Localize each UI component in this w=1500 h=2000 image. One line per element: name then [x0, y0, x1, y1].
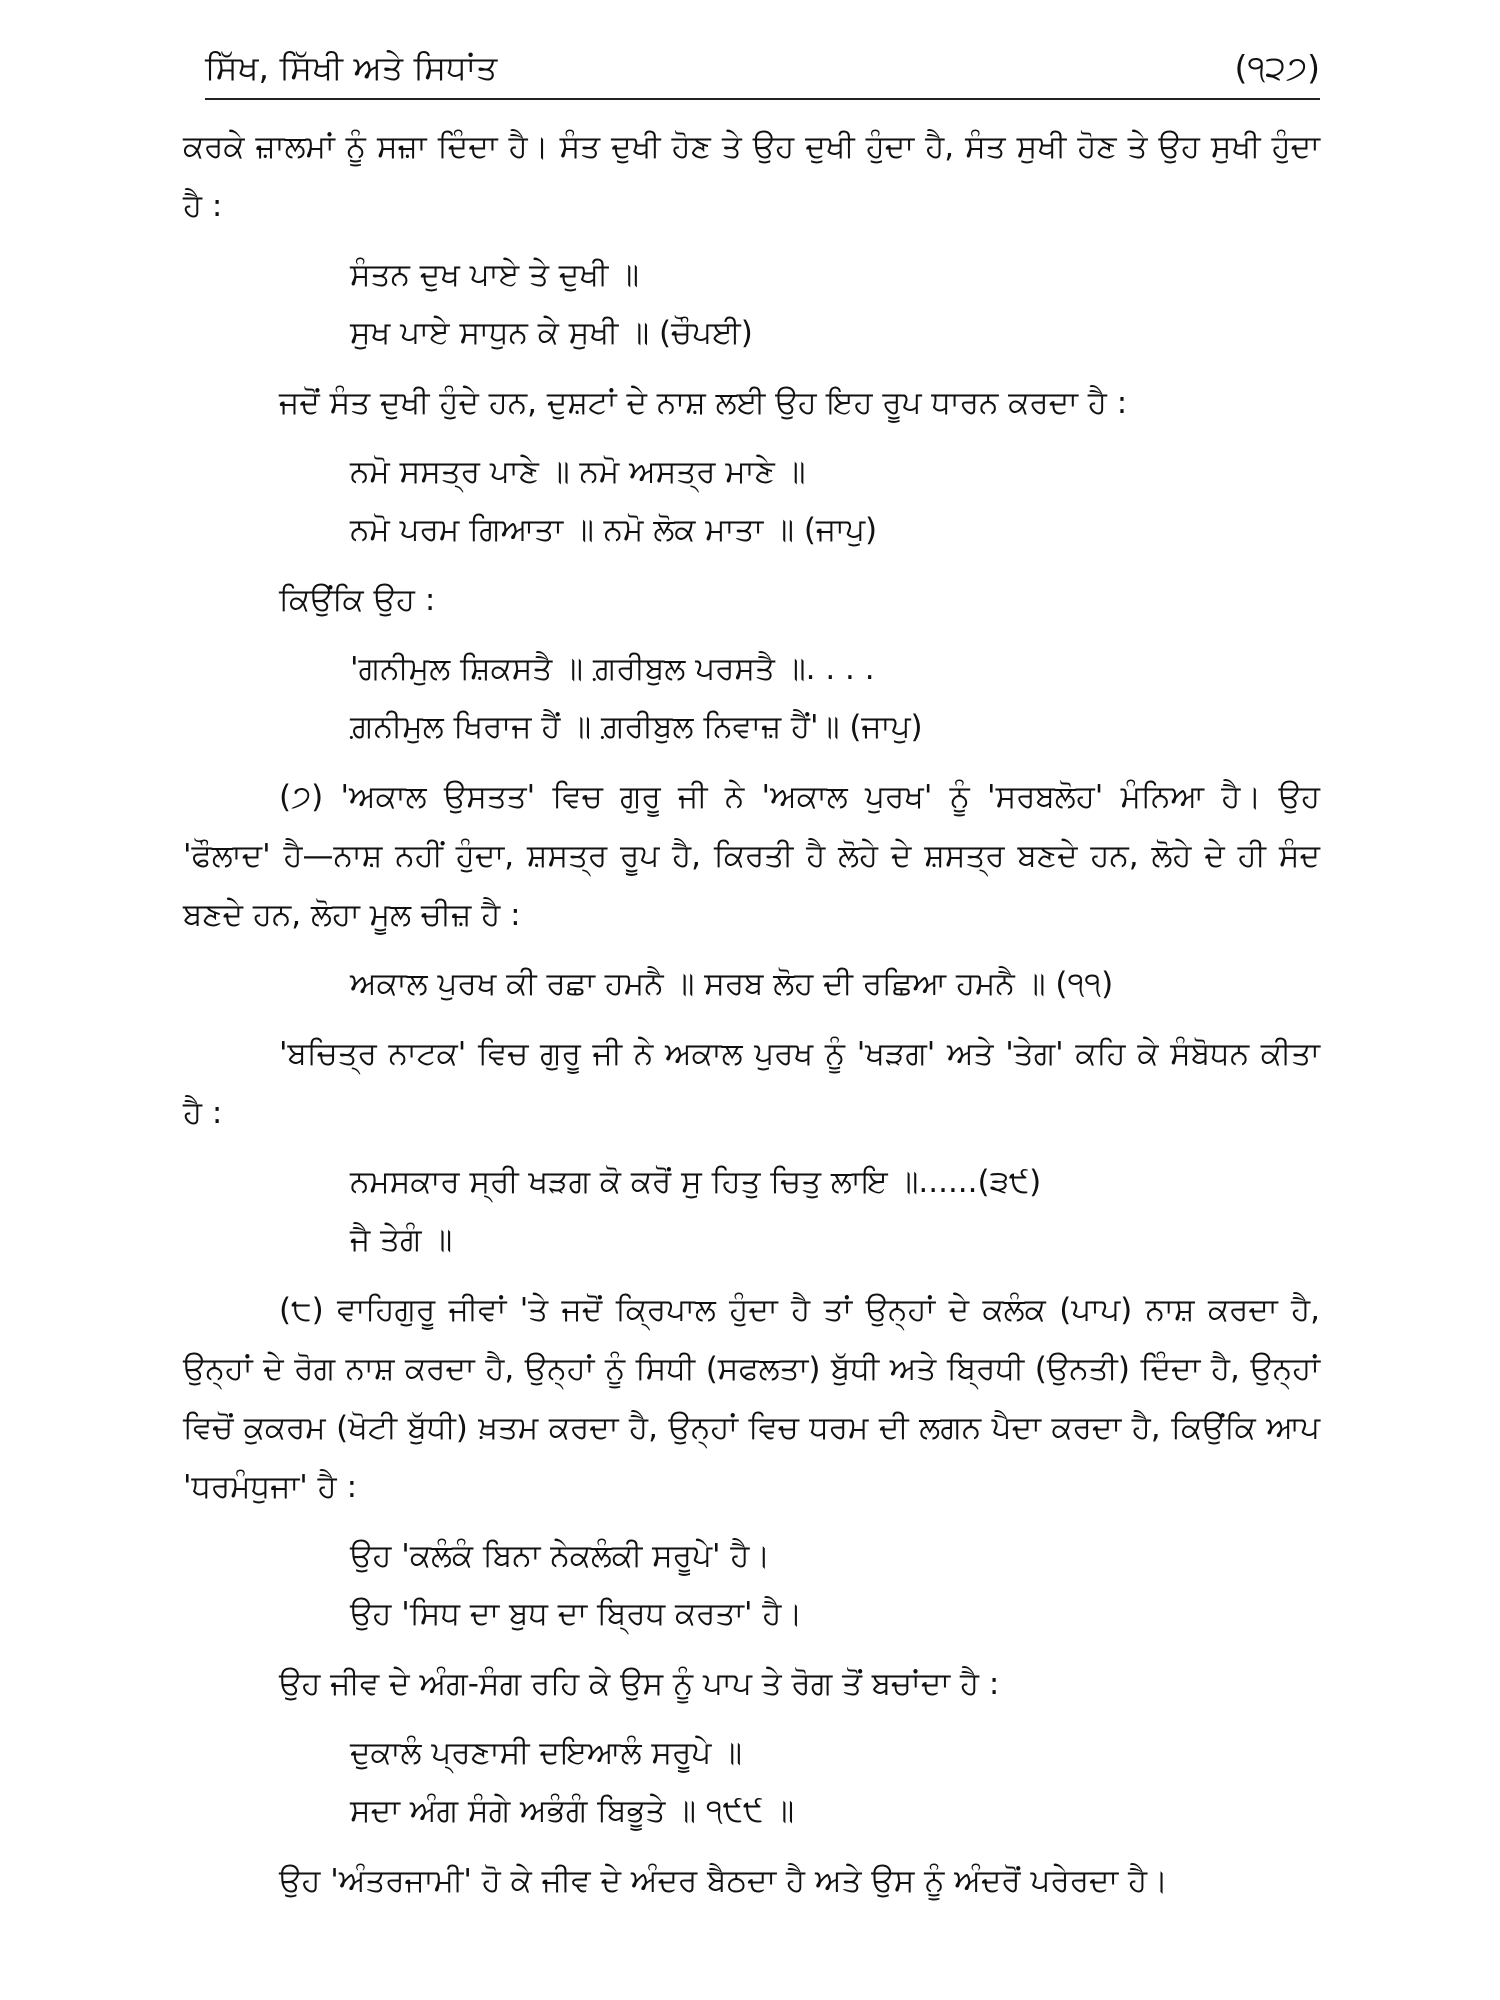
verse-block-dukal [183, 1724, 1320, 1840]
verse-line: ਗ਼ਨੀਮੁਲ ਖਿਰਾਜ ਹੈਂ ॥ ਗ਼ਰੀਬੁਲ ਨਿਵਾਜ਼ ਹੈਂ'॥ (ਜਾਪੁ) [350, 709, 923, 745]
lead-line: ਉਹ ਜੀਵ ਦੇ ਅੰਗ-ਸੰਗ ਰਹਿ ਕੇ ਉਸ ਨੂੰ ਪਾਪ ਤੇ ਰੋਗ ਤੋਂ ਬਚਾਂਦਾ ਹੈ : [279, 1666, 1000, 1702]
verse-block-jaap-2 [183, 640, 1320, 756]
paragraph-point-7: (੭) 'ਅਕਾਲ ਉਸਤਤ' ਵਿਚ ਗੁਰੂ ਜੀ ਨੇ 'ਅਕਾਲ ਪੁਰਖ' ਨੂੰ 'ਸਰਬਲੋਹ' ਮੰਨਿਆ ਹੈ। ਉਹ 'ਫੌਲਾਦ' ਹੈ—ਨਾਸ਼ ਨਹੀਂ ਹੁੰਦਾ, ਸ਼ਸਤ੍ਰ ਰੂਪ ਹੈ, ਕਿਰਤੀ ਹੈ ਲੋਹੇ ਦੇ ਸ਼ਸਤ੍ਰ ਬਣਦੇ ਹਨ, ਲੋਹੇ ਦੇ ਹੀ ਸੰਦ ਬਣਦੇ ਹਨ, ਲੋਹਾ ਮੂਲ ਚੀਜ਼ ਹੈ : [183, 779, 1320, 933]
verse-block-chaupai [183, 246, 1320, 362]
verse-block-kharag [183, 1153, 1320, 1269]
verse-line: ਨਮੋ ਪਰਮ ਗਿਆਤਾ ॥ ਨਮੋ ਲੋਕ ਮਾਤਾ ॥ (ਜਾਪੁ) [350, 512, 878, 548]
page-number: (੧੨੭) [1234, 48, 1320, 87]
lead-line: ਜਦੋਂ ਸੰਤ ਦੁਖੀ ਹੁੰਦੇ ਹਨ, ਦੁਸ਼ਟਾਂ ਦੇ ਨਾਸ਼ ਲਈ ਉਹ ਇਹ ਰੂਪ ਧਾਰਨ ਕਰਦਾ ਹੈ : [279, 385, 1128, 421]
paragraph-point-8: (੮) ਵਾਹਿਗੁਰੂ ਜੀਵਾਂ 'ਤੇ ਜਦੋਂ ਕ੍ਰਿਪਾਲ ਹੁੰਦਾ ਹੈ ਤਾਂ ਉਨ੍ਹਾਂ ਦੇ ਕਲੰਕ (ਪਾਪ) ਨਾਸ਼ ਕਰਦਾ ਹੈ, ਉਨ੍ਹਾਂ ਦੇ ਰੋਗ ਨਾਸ਼ ਕਰਦਾ ਹੈ, ਉਨ੍ਹਾਂ ਨੂੰ ਸਿਧੀ (ਸਫਲਤਾ) ਬੁੱਧੀ ਅਤੇ ਬ੍ਰਿਧੀ (ਉਨਤੀ) ਦਿੰਦਾ ਹੈ, ਉਨ੍ਹਾਂ ਵਿਚੋਂ ਕੁਕਰਮ (ਖੋਟੀ ਬੁੱਧੀ) ਖ਼ਤਮ ਕਰਦਾ ਹੈ, ਉਨ੍ਹਾਂ ਵਿਚ ਧਰਮ ਦੀ ਲਗਨ ਪੈਦਾ ਕਰਦਾ ਹੈ, ਕਿਉਂਕਿ ਆਪ 'ਧਰਮੰਧੁਜਾ' ਹੈ : [183, 1292, 1320, 1505]
paragraph-bachitar-natak: 'ਬਚਿਤ੍ਰ ਨਾਟਕ' ਵਿਚ ਗੁਰੂ ਜੀ ਨੇ ਅਕਾਲ ਪੁਰਖ ਨੂੰ 'ਖੜਗ' ਅਤੇ 'ਤੇਗ' ਕਹਿ ਕੇ ਸੰਬੋਧਨ ਕੀਤਾ ਹੈ : [183, 1036, 1320, 1131]
verse-line: ਦੁਕਾਲੰ ਪ੍ਰਣਾਸੀ ਦਇਆਲੰ ਸਰੂਪੇ ॥ [350, 1735, 743, 1771]
verse-line: ਜੈ ਤੇਗੰ ॥ [350, 1222, 453, 1258]
verse-line: ਅਕਾਲ ਪੁਰਖ ਕੀ ਰਛਾ ਹਮਨੈ ॥ ਸਰਬ ਲੋਹ ਦੀ ਰਛਿਆ ਹਮਨੈ ॥ (੧੧) [350, 966, 1114, 1002]
verse-line: ਸੰਤਨ ਦੁਖ ਪਾਏ ਤੇ ਦੁਖੀ ॥ [350, 257, 640, 293]
page-body [183, 118, 1320, 1921]
verse-line: ਉਹ 'ਕਲੰਕੰ ਬਿਨਾ ਨੇਕਲੰਕੀ ਸਰੂਪੇ' ਹੈ। [350, 1538, 771, 1574]
closing-line: ਉਹ 'ਅੰਤਰਜਾਮੀ' ਹੋ ਕੇ ਜੀਵ ਦੇ ਅੰਦਰ ਬੈਠਦਾ ਹੈ ਅਤੇ ਉਸ ਨੂੰ ਅੰਦਰੋਂ ਪਰੇਰਦਾ ਹੈ। [279, 1863, 1169, 1899]
verse-line: 'ਗਨੀਮੁਲ ਸ਼ਿਕਸਤੈ ॥ ਗ਼ਰੀਬੁਲ ਪਰਸਤੈ ॥. . . . [350, 651, 875, 687]
verse-block-jaap-1 [183, 443, 1320, 559]
lead-line: ਕਿਉਂਕਿ ਉਹ : [279, 582, 436, 618]
book-title: ਸਿੱਖ, ਸਿੱਖੀ ਅਤੇ ਸਿਧਾਂਤ [205, 48, 498, 87]
verse-block-kalank [183, 1527, 1320, 1643]
verse-line: ਸਦਾ ਅੰਗ ਸੰਗੇ ਅਭੰਗੰ ਬਿਭੂਤੇ ॥ ੧੯੯ ॥ [350, 1793, 795, 1829]
verse-line: ਨਮਸਕਾਰ ਸ੍ਰੀ ਖੜਗ ਕੋ ਕਰੋਂ ਸੁ ਹਿਤੁ ਚਿਤੁ ਲਾਇ ॥......(੩੯) [350, 1164, 1042, 1200]
verse-line: ਉਹ 'ਸਿਧ ਦਾ ਬੁਧ ਦਾ ਬ੍ਰਿਧ ਕਰਤਾ' ਹੈ। [350, 1596, 803, 1632]
verse-block-sarbloh [183, 955, 1320, 1013]
verse-line: ਨਮੋ ਸਸਤ੍ਰ ਪਾਣੇ ॥ ਨਮੋ ਅਸਤ੍ਰ ਮਾਣੇ ॥ [350, 454, 806, 490]
paragraph-continued: ਕਰਕੇ ਜ਼ਾਲਮਾਂ ਨੂੰ ਸਜ਼ਾ ਦਿੰਦਾ ਹੈ। ਸੰਤ ਦੁਖੀ ਹੋਣ ਤੇ ਉਹ ਦੁਖੀ ਹੁੰਦਾ ਹੈ, ਸੰਤ ਸੁਖੀ ਹੋਣ ਤੇ ਉਹ ਸੁਖੀ ਹੁੰਦਾ ਹੈ : [183, 129, 1320, 224]
running-header [205, 40, 1320, 100]
verse-line: ਸੁਖ ਪਾਏ ਸਾਧੁਨ ਕੇ ਸੁਖੀ ॥ (ਚੌਪਈ) [350, 315, 753, 351]
